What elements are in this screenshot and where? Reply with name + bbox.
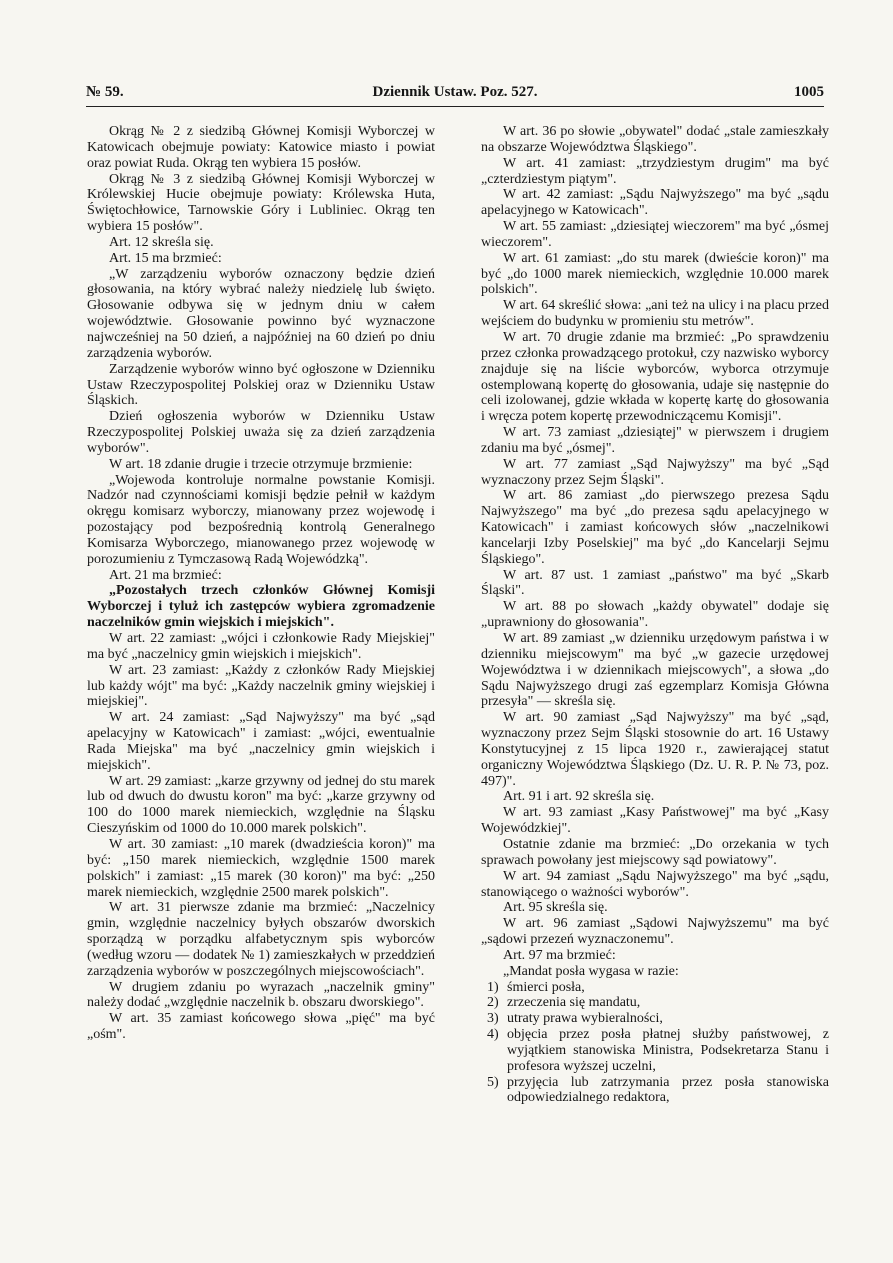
paragraph: Art. 91 i art. 92 skreśla się. [503, 789, 655, 805]
paragraph: W art. 41 zamiast: „trzydziestym drugim" ma być „czterdziestym piątym". [481, 155, 829, 187]
header-rule [86, 106, 824, 107]
paragraph: W art. 87 ust. 1 zamiast „państwo" ma być „Skarb Śląski". [481, 567, 829, 599]
paragraph: Art. 12 skreśla się. [109, 234, 214, 250]
paragraph: Art. 21 ma brzmieć: [109, 567, 222, 583]
paragraph: W art. 94 zamiast „Sądu Najwyższego" ma być „sądu, stanowiącego o ważności wyborów". [481, 868, 829, 900]
paragraph: W art. 22 zamiast: „wójci i członkowie Rady Miejskiej" ma być „naczelnicy gmin wiejskich i miejskich". [87, 631, 435, 662]
paragraph: W art. 55 zamiast: „dziesiątej wieczorem" ma być „ósmej wieczorem". [481, 219, 829, 250]
paragraph: Dzień ogłoszenia wyborów w Dzienniku Ustaw Rzeczypospolitej Polskiej uważa się za dzień zarządzenia wyborów". [87, 409, 435, 456]
paragraph: W art. 96 zamiast „Sądowi Najwyższemu" ma być „sądowi przezeń wyznaczonemu". [481, 916, 829, 948]
paragraph: W art. 86 zamiast „do pierwszego prezesa Sądu Najwyższego" ma być „do prezesa sądu apelacyjnego w Katowicach" i zamiast końcowych słów „naczelnikowi kancelarji Izby Poselskiej" ma być „do Kancelarji Sejmu Śląskiego". [481, 488, 829, 567]
paragraph: W art. 93 zamiast „Kasy Państwowej" ma być „Kasy Wojewódzkiej". [481, 805, 829, 837]
journal-title: Dziennik Ustaw. Poz. 527. [372, 84, 538, 100]
paragraph: „Pozostałych trzech członków Głównej Komisji Wyborczej i tyluż ich zastępców wybiera zgromadzenie naczelników gmin wiejskich i miejskich". [87, 583, 435, 631]
paragraph: Art. 15 ma brzmieć: [109, 250, 222, 266]
list-item: 4) objęcia przez posła płatnej służby państwowej, z wyjątkiem stanowiska Ministra, Podsekretarza Stanu i profesora wyższej uczelni, [487, 1027, 829, 1074]
paragraph: W art. 30 zamiast: „10 marek (dwadzieścia koron)" ma być: „150 marek niemieckich, względnie 1500 marek polskich" i zamiast: „15 marek (30 koron)" ma być: „250 marek niemieckich, względnie 2500 marek polskich". [87, 836, 435, 900]
paragraph: „Wojewoda kontroluje normalne powstanie Komisji. Nadzór nad czynnościami komisji będzie pełnił w każdym okręgu komisarz wyborczy, mianowany przez wojewodę i pozostający pod bezpośrednią kontrolą Generalnego Komisarza Wyborczego, mianowanego przez wojewodę w porozumieniu z Tymczasową Radą Wojewódzką". [87, 472, 435, 567]
paragraph: W art. 88 po słowach „każdy obywatel" dodaje się „uprawniony do głosowania". [481, 599, 829, 631]
paragraph: W art. 31 pierwsze zdanie ma brzmieć: „Naczelnicy gmin, względnie naczelnicy byłych obszarów dworskich sporządzą w porządku alfabetycznym spis wyborców (według wzoru — dodatek № 1) zamieszkałych w przeddzień zarządzenia wyborów w poszczególnych miejscowościach". [87, 900, 435, 979]
mandate-expiry-list [481, 980, 829, 1107]
list-item: 5) przyjęcia lub zatrzymania przez posła stanowiska odpowiedzialnego redaktora, [487, 1074, 829, 1106]
paragraph: Ostatnie zdanie ma brzmieć: „Do orzekania w tych sprawach powołany jest miejscowy sąd powiatowy". [481, 836, 829, 868]
paragraph: „Mandat posła wygasa w razie: [503, 963, 679, 979]
paragraph: W art. 73 zamiast „dziesiątej" w pierwszem i drugiem zdaniu ma być „ósmej". [481, 425, 829, 456]
paragraph: W art. 89 zamiast „w dzienniku urzędowym państwa i w dzienniku miejscowym" ma być „w gazecie urzędowej Województwa i w dziennikach miejscowych", a słowa „do Sądu Najwyższego drugi zaś egzemplarz Komisja Główna przesyła" — skreśla się. [481, 631, 829, 710]
paragraph: Okrąg № 3 z siedzibą Głównej Komisji Wyborczej w Królewskiej Hucie obejmuje powiaty: Królewska Huta, Świętochłowice, Tarnowskie Góry i Lubliniec. Okrąg ten wybiera 15 posłów". [87, 171, 435, 235]
paragraph: Art. 97 ma brzmieć: [503, 947, 616, 963]
paragraph: W art. 23 zamiast: „Każdy z członków Rady Miejskiej lub każdy wójt" ma być: „Każdy naczelnik gminy wiejskiej i miejskiej". [87, 662, 435, 710]
paragraph: W art. 35 zamiast końcowego słowa „pięć" ma być „ośm". [87, 1011, 435, 1043]
page-number: 1005 [794, 84, 824, 100]
paragraph: Art. 95 skreśla się. [503, 900, 608, 916]
issue-number: № 59. [86, 84, 124, 100]
list-item: 2) zrzeczenia się mandatu, [487, 995, 641, 1011]
paragraph: W art. 70 drugie zdanie ma brzmieć: „Po sprawdzeniu przez członka prowadzącego protokuł, czy nazwisko wyborcy znajduje się na liście wyborców, wyborca otrzymuje ostemplowaną kopertę do głosowania, udaje się następnie do celi izolowanej, gdzie wkłada w kopertę kartę do głosowania i wręcza potem kopertę przewodniczącemu Komisji". [481, 329, 829, 425]
paragraph: W art. 36 po słowie „obywatel" dodać „stale zamieszkały na obszarze Województwa Śląskiego". [481, 124, 829, 155]
paragraph: W art. 18 zdanie drugie i trzecie otrzymuje brzmienie: [109, 456, 413, 472]
paragraph: Zarządzenie wyborów winno być ogłoszone w Dzienniku Ustaw Rzeczypospolitej Polskiej oraz w Dzienniku Ustaw Śląskich. [87, 361, 435, 409]
paragraph: W art. 90 zamiast „Sąd Najwyższy" ma być „sąd, wyznaczony przez Sejm Śląski stosownie do art. 16 Ustawy Konstytucyjnej z 15 lipca 1920 r., zawierającej statut organiczny Województwa Śląskiego (Dz. U. R. P. № 73, poz. 497)". [481, 710, 829, 789]
paragraph: W drugiem zdaniu po wyrazach „naczelnik gminy" należy dodać „względnie naczelnik b. obszaru dworskiego". [87, 979, 435, 1011]
paragraph: „W zarządzeniu wyborów oznaczony będzie dzień głosowania, na który wybrać należy niedzielę lub święto. Głosowanie odbywa się w jednym dniu w całem województwie. Głosowanie powinno być wyznaczone najwcześniej na 50 dzień, a najpóźniej na 60 dzień po dniu zarządzenia wyborów. [87, 266, 435, 361]
paragraph: W art. 42 zamiast: „Sądu Najwyższego" ma być „sądu apelacyjnego w Katowicach". [481, 187, 829, 219]
list-item: 3) utraty prawa wybieralności, [487, 1011, 663, 1027]
paragraph: W art. 29 zamiast: „karze grzywny od jednej do stu marek lub od dwuch do dwustu koron" ma być: „karze grzywny od 100 do 1000 marek niemieckich, względnie na Śląsku Cieszyńskim od 1000 do 10.000 marek polskich". [87, 773, 435, 837]
paragraph: W art. 64 skreślić słowa: „ani też na ulicy i na placu przed wejściem do budynku w promieniu stu metrów". [481, 298, 829, 330]
right-column [481, 124, 829, 1106]
paragraph: Okrąg № 2 z siedzibą Głównej Komisji Wyborczej w Katowicach obejmuje powiaty: Katowice miasto i powiat oraz powiat Ruda. Okrąg ten wybiera 15 posłów. [87, 124, 435, 171]
paragraph: W art. 24 zamiast: „Sąd Najwyższy" ma być „sąd apelacyjny w Katowicach" i zamiast: „wójci, ewentualnie Rada Miejska" ma być „naczelnicy gmin wiejskich i miejskich". [87, 710, 435, 773]
list-item: 1) śmierci posła, [487, 979, 585, 995]
paragraph: W art. 61 zamiast: „do stu marek (dwieście koron)" ma być „do 1000 marek niemieckich, względnie 10.000 marek polskich". [481, 250, 829, 298]
paragraph: W art. 77 zamiast „Sąd Najwyższy" ma być „Sąd wyznaczony przez Sejm Śląski". [481, 456, 829, 488]
left-column [87, 124, 435, 1043]
